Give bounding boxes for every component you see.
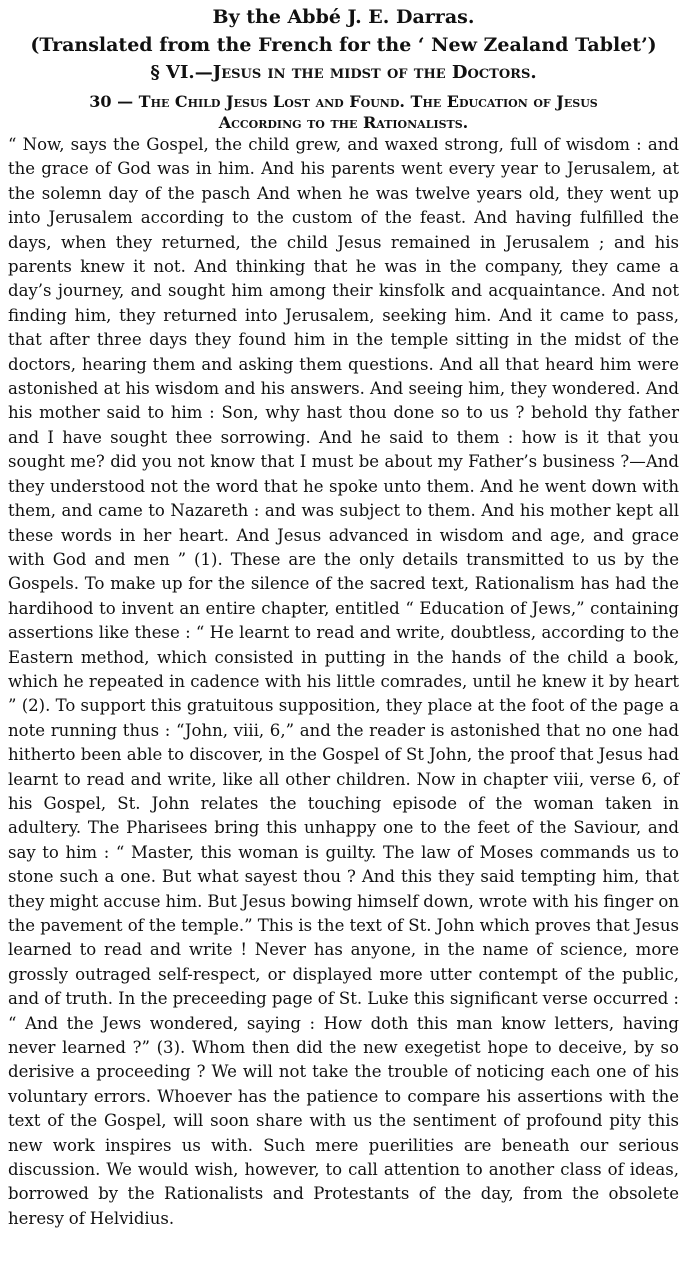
article-heading	[8, 91, 679, 133]
article-body: “ Now, says the Gospel, the child grew, and waxed strong, full of wisdom : and the grace of God was in him. And his parents went every year to Jerusalem, at the solemn day of the pasch And when he was twelve years old, they went up into Jerusalem according to the custom of the feast. And having fulfilled the days, when they returned, the child Jesus remained in Jerusalem ; and his parents knew it not. And thinking that he was in the company, they came a day’s journey, and sought him among their kinsfolk and acquaintance. And not finding him, they returned into Jerusalem, seeking him. And it came to pass, that after three days they found him in the temple sitting in the midst of the doctors, hearing them and asking them questions. And all that heard him were astonished at his wisdom and his answers. And seeing him, they wondered. And his mother said to him : Son, why hast thou done so to us ? behold thy father and I have sought thee sorrowing. And he said to them : how is it that you sought me? did you not know that I must be about my Father’s business ?—And they understood not the word that he spoke unto them. And he went down with them, and came to Nazareth : and was subject to them. And his mother kept all these words in her heart. And Jesus advanced in wisdom and age, and grace with God and men ” (1). These are the only details transmitted to us by the Gospels. To make up for the silence of the sacred text, Rationalism has had the hardihood to invent an entire chapter, entitled “ Education of Jews,” containing assertions like these : “ He learnt to read and write, doubtless, according to the Eastern method, which consisted in putting in the hands of the child a book, which he repeated in cadence with his little comrades, until he knew it by heart ” (2). To support this gratuitous supposition, they place at the foot of the page a note running thus : “John, viii, 6,” and the reader is astonished that no one had hitherto been able to discover, in the Gospel of St John, the proof that Jesus had learnt to read and write, like all other children. Now in chapter viii, verse 6, of his Gospel, St. John relates the touching episode of the woman taken in adultery. The Pharisees bring this unhappy one to the feet of the Saviour, and say to him : “ Master, this woman is guilty. The law of Moses commands us to stone such a one. But what sayest thou ? And this they said tempting him, that they might accuse him. But Jesus bowing himself down, wrote with his finger on the pavement of the temple.” This is the text of St. John which proves that Jesus learned to read and write ! Never has anyone, in the name of science, more grossly outraged self-respect, or displayed more utter contempt of the public, and of truth. In the preceeding page of St. Luke this significant verse occurred : “ And the Jews wondered, saying : How doth this man know letters, having never learned ?” (3). Whom then did the new exegetist hope to deceive, by so derisive a proceeding ? We will not take the trouble of noticing each one of his voluntary errors. Whoever has the patience to compare his assertions with the text of the Gospel, will soon share with us the sentiment of profound pity this new work inspires us with. Such mere puerilities are beneath our serious discussion. We would wish, however, to call attention to another class of ideas, borrowed by the Rationalists and Protestants of the day, from the obsolete heresy of Helvidius.	[8, 135, 679, 1228]
translation-note: (Translated from the French for the ‘ New Zealand Tablet’)	[30, 34, 657, 56]
newspaper-column	[8, 4, 679, 1231]
section-title: Jesus in the midst of the Doctors.	[212, 62, 537, 83]
article-number: 30 —	[89, 92, 139, 111]
section-heading	[8, 59, 679, 87]
article-title-line1: The Child Jesus Lost and Found. The Education of Jesus	[138, 92, 598, 111]
author-byline: By the Abbé J. E. Darras.	[212, 6, 475, 28]
section-number: § VI.—	[150, 62, 213, 83]
article-title-line2: According to the Rationalists.	[218, 113, 469, 132]
